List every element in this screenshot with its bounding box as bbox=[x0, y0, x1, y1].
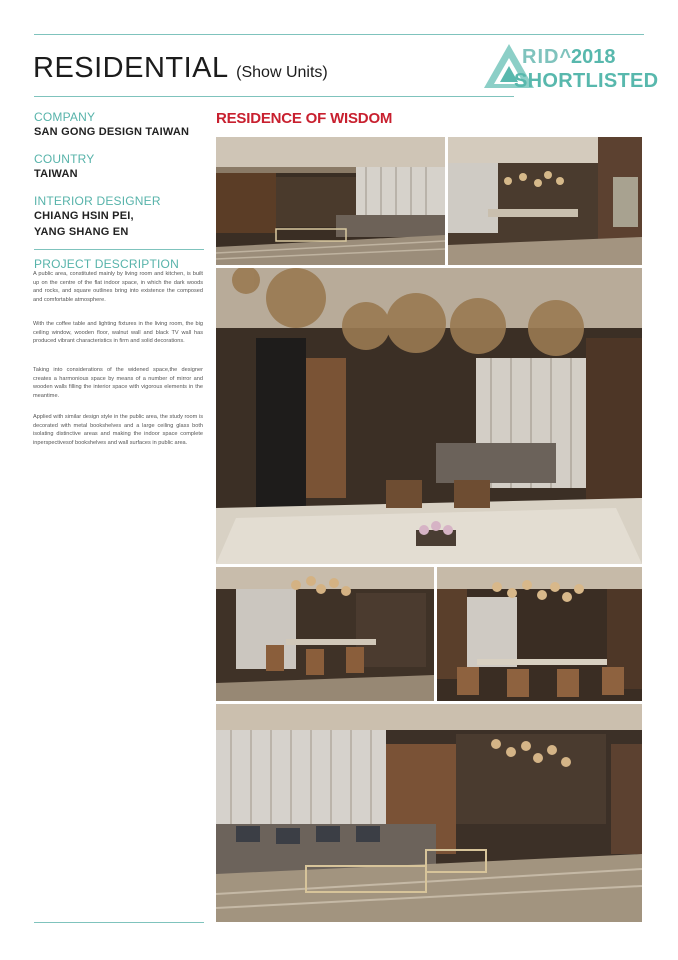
designer-name-2: YANG SHANG EN bbox=[34, 226, 129, 238]
rida-logo bbox=[482, 40, 659, 96]
page-category bbox=[33, 52, 328, 85]
top-rule bbox=[34, 34, 644, 35]
description-label: PROJECT DESCRIPTION bbox=[34, 257, 179, 271]
company-value: SAN GONG DESIGN TAIWAN bbox=[34, 126, 190, 138]
dining-room-left-photo bbox=[216, 567, 434, 701]
description-paragraph-3: Taking into considerations of the widened space,the designer creates a harmonious space by means of a number of mirror and wooden walls filling the interior space with vigorous elements in the meantime. bbox=[33, 367, 203, 399]
living-room-sofa-photo bbox=[216, 704, 642, 922]
living-room-photo bbox=[216, 137, 445, 265]
logo-status: SHORTLISTED bbox=[514, 70, 659, 92]
category-title: RESIDENTIAL bbox=[33, 52, 228, 84]
dining-room-right-photo bbox=[437, 567, 642, 701]
description-paragraph-2: With the coffee table and lighting fixtures in the living room, the big ceiling window, wooden floor, walnut wall and black TV wall has produced vibrant characteristics in firm and solid decorations. bbox=[33, 321, 203, 345]
header-rule bbox=[34, 96, 514, 97]
info-rule bbox=[34, 249, 204, 250]
dining-table-pendant-photo bbox=[216, 268, 642, 564]
logo-year: 2018 bbox=[571, 46, 616, 68]
country-value: TAIWAN bbox=[34, 168, 78, 180]
category-subtitle: (Show Units) bbox=[236, 64, 328, 81]
designer-label: INTERIOR DESIGNER bbox=[34, 194, 161, 208]
project-title: RESIDENCE OF WISDOM bbox=[216, 110, 393, 127]
description-paragraph-4: Applied with similar design style in the public area, the study room is decorated with metal bookshelves and a large ceiling glass both isolating distinctive areas and making the indoor space complete inperspectivesof bookshelves and wall surfaces in public area. bbox=[33, 414, 203, 446]
footer-rule bbox=[34, 922, 204, 923]
country-label: COUNTRY bbox=[34, 152, 95, 166]
designer-name-1: CHIANG HSIN PEI, bbox=[34, 210, 134, 222]
description-paragraph-1: A public area, constituted mainly by living room and kitchen, is built up on the centre of the flat indoor space, in which the dark woods and rocks, and square outlines bring into existence the composed and comfortable atmosphere. bbox=[33, 271, 203, 303]
company-label: COMPANY bbox=[34, 110, 96, 124]
logo-brand: RID^ bbox=[522, 46, 573, 68]
dining-hall-photo bbox=[448, 137, 642, 265]
